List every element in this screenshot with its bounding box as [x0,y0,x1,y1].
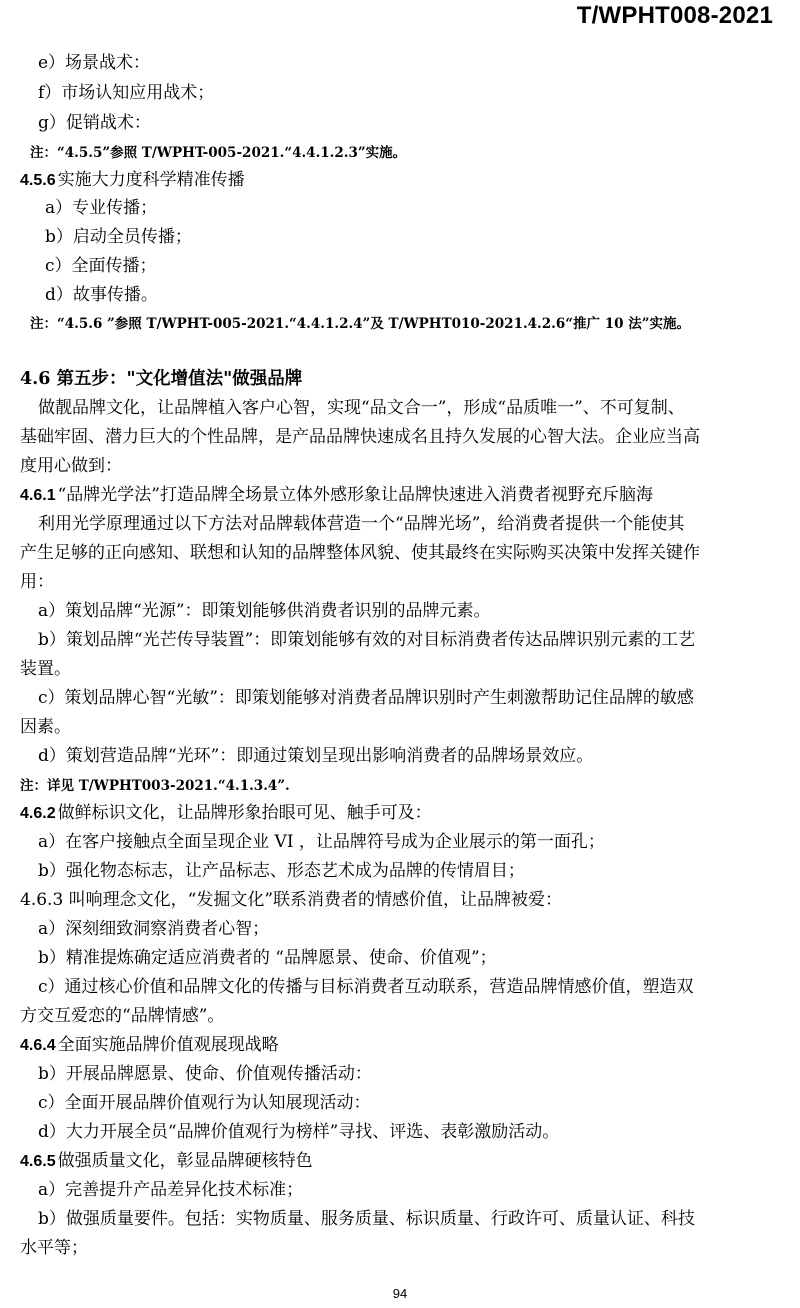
list-item: d）大力开展全员“品牌价值观行为榜样”寻找、评选、表彰激励活动。 [38,1122,560,1142]
section-title: 实施大力度科学精准传播 [57,170,245,190]
document-id-header: T/WPHT008-2021 [576,2,773,29]
list-item-continued: 因素。 [20,717,71,737]
section-title: “品牌光学法”打造品牌全场景立体外感形象让品牌快速进入消费者视野充斥脑海 [57,485,653,505]
page-number: 94 [392,1286,408,1301]
list-item: c）策划品牌心智“光敏”：即策划能够对消费者品牌识别时产生刺激帮助记住品牌的敏感 [38,688,694,708]
list-item: b）做强质量要件。包括：实物质量、服务质量、标识质量、行政许可、质量认证、科技 [38,1209,695,1229]
list-item: a）策划品牌“光源”：即策划能够供消费者识别的品牌元素。 [38,601,491,621]
list-item: d）策划营造品牌“光环”：即通过策划呈现出影响消费者的品牌场景效应。 [38,746,594,766]
list-item: c）通过核心价值和品牌文化的传播与目标消费者互动联系，营造品牌情感价值，塑造双 [38,977,694,997]
section-heading [20,169,245,192]
list-item: a）在客户接触点全面呈现企业 VI ，让品牌符号成为企业展示的第一面孔； [38,832,605,852]
list-item: c）全面开展品牌价值观行为认知展现活动： [38,1093,371,1113]
section-heading [20,1150,313,1173]
list-item: b）强化物态标志，让产品标志、形态艺术成为品牌的传情眉目； [38,861,525,881]
section-title: 做强质量文化，彰显品牌硬核特色 [57,1151,313,1171]
list-item: g）促销战术： [38,113,151,133]
list-item-continued: 水平等； [20,1238,88,1258]
section-heading [20,802,432,825]
note-line: 注：详见 T/WPHT003-2021.“4.1.3.4”. [20,778,290,794]
list-item: a）专业传播； [45,198,158,218]
section-heading [20,1034,279,1057]
paragraph-line: 用： [20,572,54,592]
paragraph-line: 做靓品牌文化，让品牌植入客户心智，实现“品文合一”，形成“品质唯一”、不可复制、 [38,398,685,418]
section-title: 做鲜标识文化，让品牌形象抬眼可见、触手可及： [57,803,432,823]
chapter-heading: 4.6 第五步："文化增值法"做强品牌 [20,369,303,389]
note-line: 注：“4.5.5”参照 T/WPHT-005-2021.“4.4.1.2.3”实施。 [30,145,407,161]
section-number: 4.6.4 [20,1037,56,1054]
list-item-continued: 装置。 [20,659,71,679]
section-number: 4.6.2 [20,805,56,822]
list-item: b）启动全员传播； [45,227,192,247]
section-title: 全面实施品牌价值观展现战略 [57,1035,279,1055]
paragraph-line: 度用心做到： [20,456,122,476]
section-number: 4.6.5 [20,1153,56,1170]
paragraph-line: 基础牢固、潜力巨大的个性品牌，是产品品牌快速成名且持久发展的心智大法。企业应当高 [20,427,700,447]
list-item: a）深刻细致洞察消费者心智； [38,919,270,939]
list-item: c）全面传播； [45,256,157,276]
list-item: a）完善提升产品差异化技术标准； [38,1180,304,1200]
paragraph-line: 产生足够的正向感知、联想和认知的品牌整体风貌、使其最终在实际购买决策中发挥关键作 [20,543,700,563]
section-heading: 4.6.3 叫响理念文化，“发掘文化”联系消费者的情感价值，让品牌被爱： [20,890,563,910]
list-item: b）策划品牌“光芒传导装置”：即策划能够有效的对目标消费者传达品牌识别元素的工艺 [38,630,696,650]
note-line: 注：“4.5.6 ”参照 T/WPHT-005-2021.“4.4.1.2.4”及 T/WPHT010-2021.4.2.6“推广 10 法”实施。 [30,316,690,332]
section-heading [20,484,653,507]
list-item: e）场景战术： [38,53,151,73]
list-item: b）精准提炼确定适应消费者的 “品牌愿景、使命、价值观”； [38,948,497,968]
list-item-continued: 方交互爱恋的“品牌情感”。 [20,1006,225,1026]
section-number: 4.6.1 [20,487,56,504]
list-item: d）故事传播。 [45,285,158,305]
list-item: b）开展品牌愿景、使命、价值观传播活动： [38,1064,372,1084]
list-item: f）市场认知应用战术； [38,83,215,103]
section-number: 4.5.6 [20,172,56,189]
paragraph-line: 利用光学原理通过以下方法对品牌载体营造一个“品牌光场”，给消费者提供一个能使其 [38,514,685,534]
